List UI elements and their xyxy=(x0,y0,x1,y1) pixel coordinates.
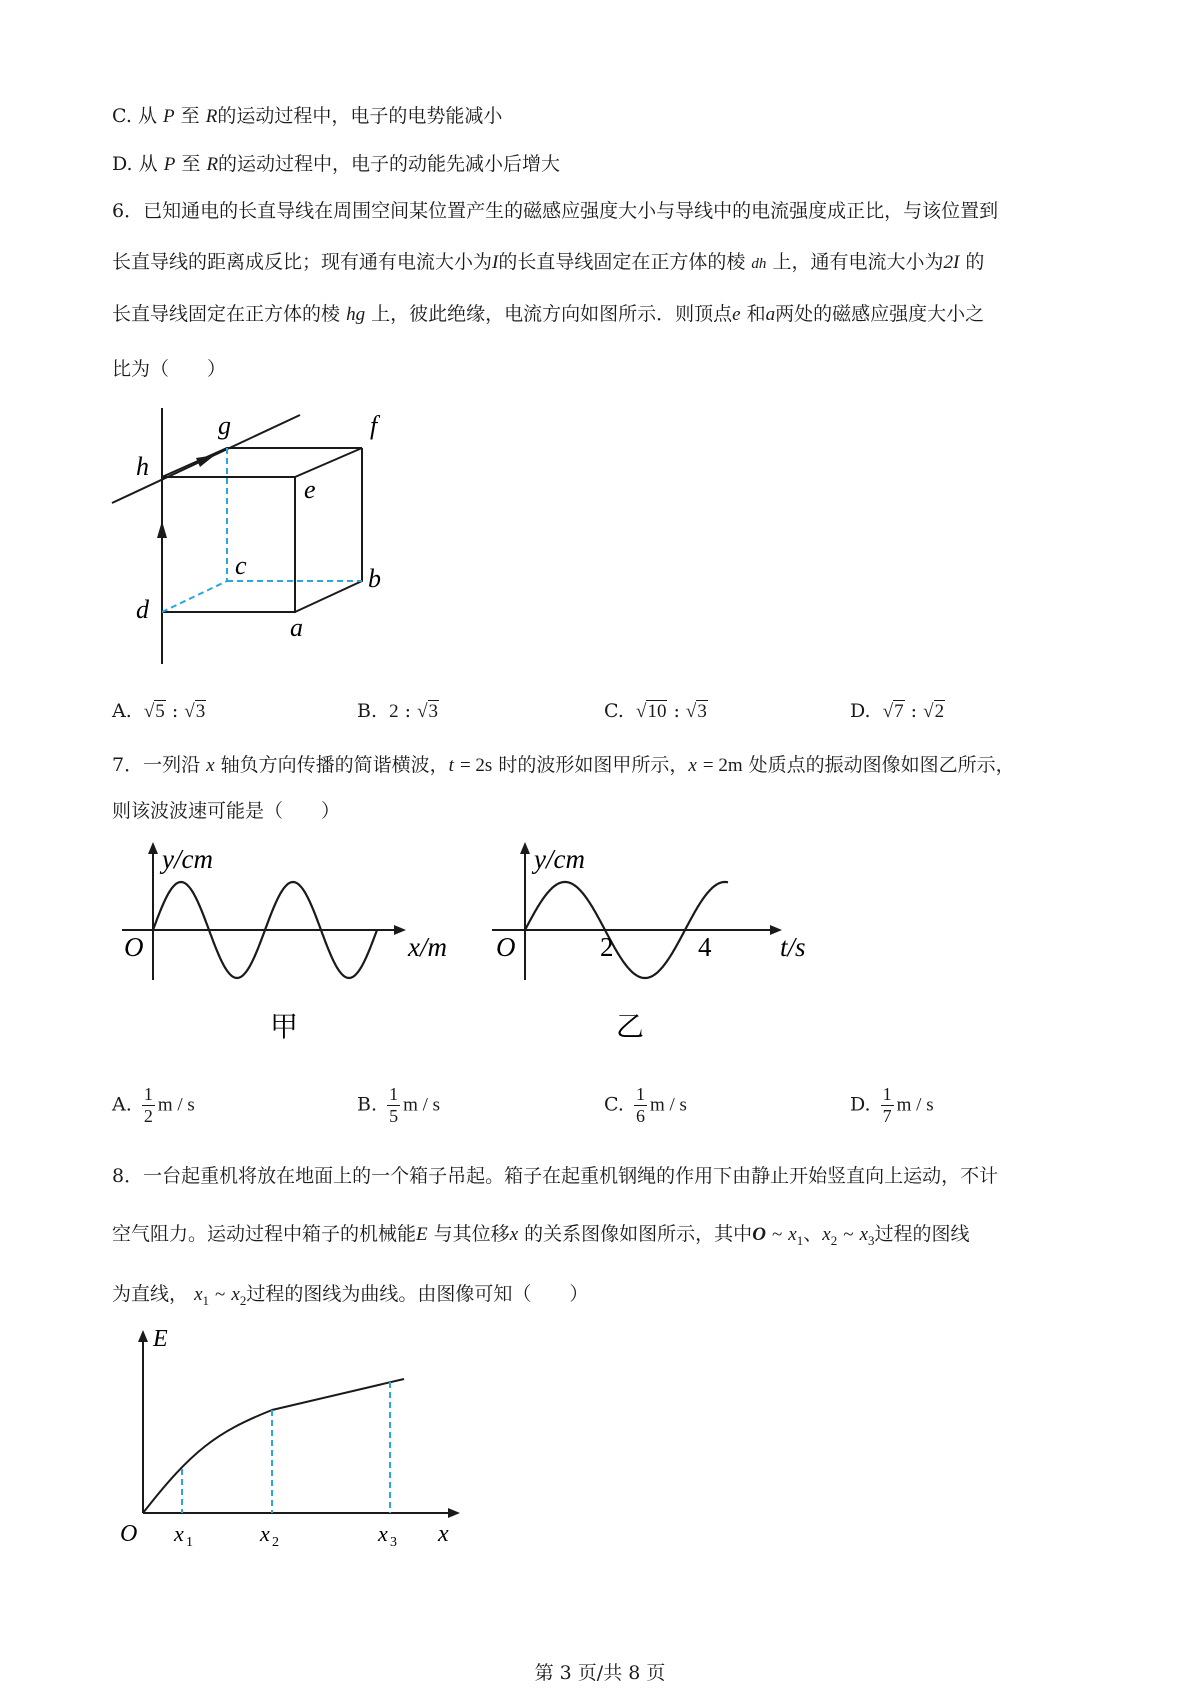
q8-stem-line1: 8．一台起重机将放在地面上的一个箱子吊起。箱子在起重机钢绳的作用下由静止开始竖直向上运动，不计 xyxy=(112,1165,999,1187)
tick-x2: x xyxy=(260,1521,270,1546)
e-y-arrow xyxy=(138,1330,148,1342)
yi-tick-2: 2 xyxy=(600,932,614,962)
q5-option-d: D. 从 P 至 R的运动过程中，电子的动能先减小后增大 xyxy=(112,153,561,175)
q7-option-a: A. $\frac{1}{2}$ m / s xyxy=(112,1084,195,1126)
yi-caption: 乙 xyxy=(616,1010,645,1043)
q8-stem-line2: 空气阻力。运动过程中箱子的机械能E 与其位移x 的关系图像如图所示，其中O ~ $x_1$、$x_2$ ~ $x_3$过程的图线 xyxy=(112,1223,970,1248)
jia-y-arrow xyxy=(148,842,158,854)
q7-option-d: D. $\frac{1}{7}$ m / s xyxy=(850,1084,934,1126)
q7-vibration-graph-yi xyxy=(488,838,818,1050)
yi-tick-4: 4 xyxy=(698,932,712,962)
yi-origin: O xyxy=(496,932,516,962)
e-y-label: E xyxy=(153,1326,168,1352)
q7-option-b: B. $\frac{1}{5}$ m / s xyxy=(357,1084,441,1126)
q6-stem-line1: 6．已知通电的长直导线在周围空间某位置产生的磁感应强度大小与导线中的电流强度成正比，与该位置到 xyxy=(112,200,999,222)
label-a: a xyxy=(290,613,303,642)
e-x-label: x xyxy=(438,1521,449,1547)
label-g: g xyxy=(218,411,231,440)
tick-x1: x xyxy=(174,1521,184,1546)
label-b: b xyxy=(368,564,381,593)
jia-caption: 甲 xyxy=(270,1010,299,1043)
q7-stem-line1: 7．一列沿 x 轴负方向传播的简谐横波，t = 2s 时的波形如图甲所示，x = 2m 处质点的振动图像如图乙所示， xyxy=(112,754,1015,776)
q6-option-c: C. √10 : √3 xyxy=(604,700,707,722)
label-f: f xyxy=(370,411,378,440)
q6-stem-line3: 长直导线固定在正方体的棱 hg 上，彼此绝缘，电流方向如图所示．则顶点e 和a两处的磁感应强度大小之 xyxy=(112,303,985,325)
q5-option-c: C. 从 P 至 R的运动过程中，电子的电势能减小 xyxy=(112,105,503,127)
q7-stem-line2: 则该波波速可能是（ ） xyxy=(112,800,341,822)
jia-x-arrow xyxy=(394,925,406,935)
q7-wave-graph-jia xyxy=(118,838,468,1050)
q6-stem-line4: 比为（ ） xyxy=(112,358,227,380)
q8-stem-line3: 为直线， $x_1$ ~ $x_2$过程的图线为曲线。由图像可知（ ） xyxy=(112,1283,589,1308)
tick-x3: x xyxy=(378,1521,388,1546)
tick-x2-sub: 2 xyxy=(272,1535,279,1550)
label-h: h xyxy=(136,452,149,481)
tick-x3-sub: 3 xyxy=(390,1535,397,1550)
q6-cube-figure xyxy=(100,400,420,680)
q8-energy-graph xyxy=(112,1320,472,1550)
jia-origin: O xyxy=(124,932,144,962)
q7-option-c: C. $\frac{1}{6}$ m / s xyxy=(604,1084,687,1126)
q6-option-a: A. √5 : √3 xyxy=(112,700,206,722)
page-footer: 第 3 页/共 8 页 xyxy=(534,1662,666,1684)
q6-option-b: B. 2 : √3 xyxy=(357,700,439,722)
q6-option-d: D. √7 : √2 xyxy=(850,700,945,722)
jia-y-label: y/cm xyxy=(162,844,213,874)
label-c: c xyxy=(235,551,247,580)
e-origin: O xyxy=(120,1521,138,1547)
q6-stem-line2: 长直导线的距离成反比；现有通有电流大小为I的长直导线固定在正方体的棱 dh 上，通有电流大小为2I 的 xyxy=(112,251,985,273)
label-d: d xyxy=(136,595,149,624)
cube-top-back xyxy=(162,448,362,477)
jia-x-label: x/m xyxy=(408,932,447,962)
e-x-arrow xyxy=(448,1508,460,1518)
wire-dh-arrow xyxy=(157,521,167,538)
cube-front-face xyxy=(162,477,295,612)
label-e: e xyxy=(304,475,316,504)
yi-y-label: y/cm xyxy=(534,844,585,874)
tick-x1-sub: 1 xyxy=(186,1535,193,1550)
hidden-edge-dc xyxy=(162,581,227,612)
yi-y-arrow xyxy=(520,842,530,854)
yi-x-label: t/s xyxy=(780,932,806,962)
